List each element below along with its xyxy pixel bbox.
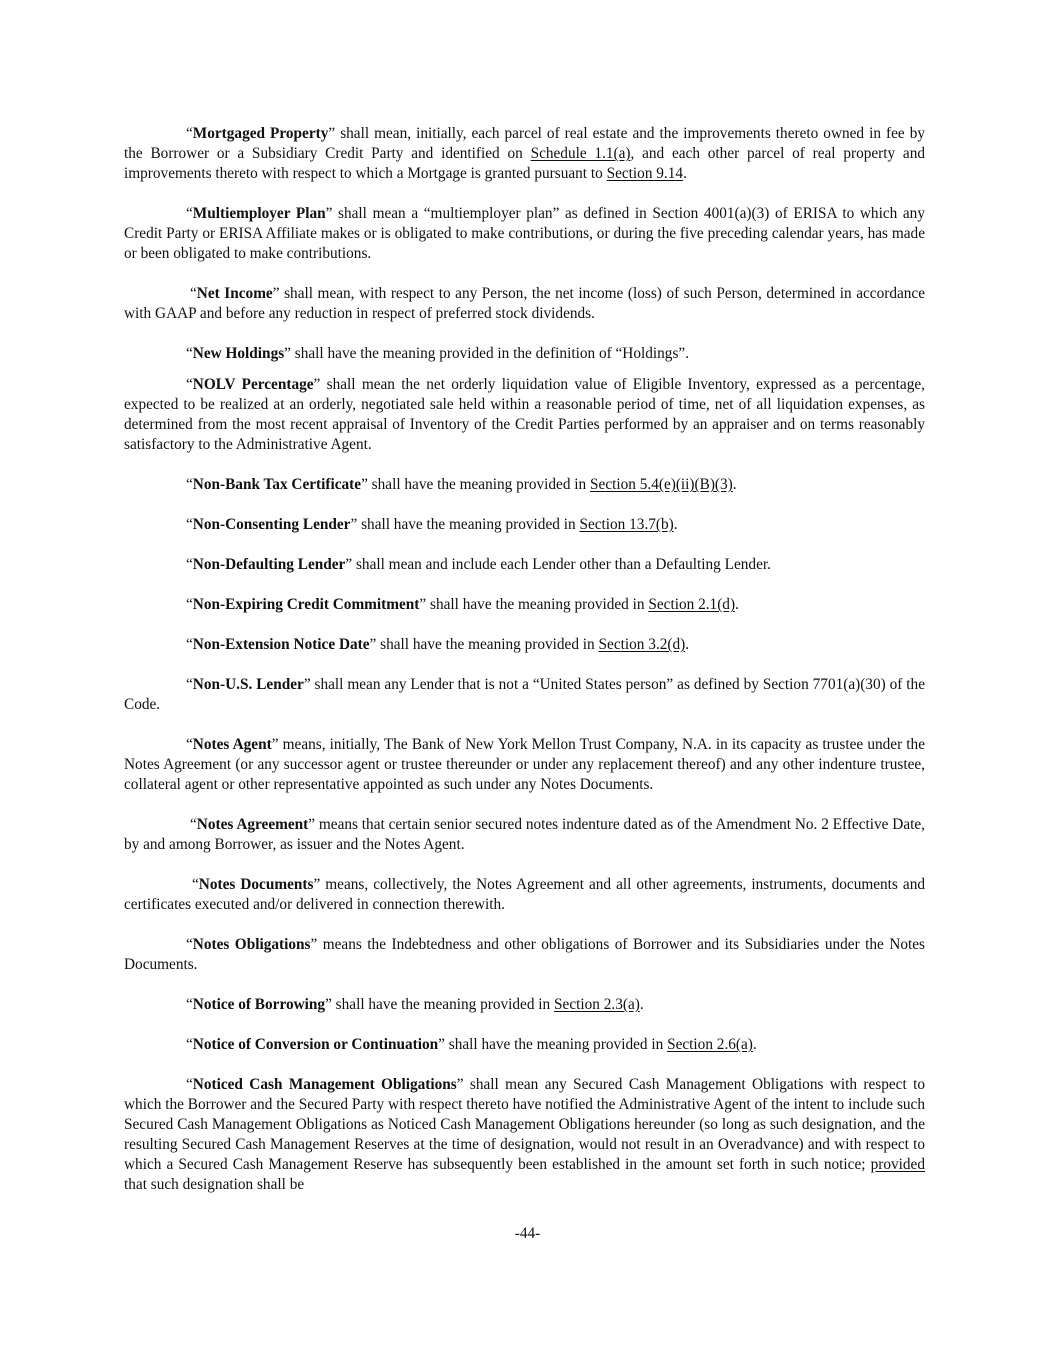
definition-text: . — [735, 596, 739, 613]
cross-reference-link[interactable]: Section 2.6(a) — [667, 1036, 753, 1053]
definition-text: means the Indebtedness and other obligations of Borrower and its Subsidiaries under the Notes Documents. — [124, 936, 925, 973]
defined-term: Notice of Borrowing — [192, 996, 326, 1013]
definition-non-extension-notice-date: “Non-Extension Notice Date” shall have the meaning provided in Section 3.2(d). — [186, 636, 690, 653]
defined-term: Non-Expiring Credit Commitment — [192, 596, 420, 613]
cross-reference-link[interactable]: Section 2.3(a) — [554, 996, 640, 1013]
defined-term: Non-Extension Notice Date — [192, 636, 370, 653]
definition-text: shall have the meaning provided in — [357, 516, 580, 533]
defined-term: Notes Agreement — [196, 816, 309, 833]
definition-text: shall have the meaning provided in — [444, 1036, 668, 1053]
definition-notice-of-borrowing: “Notice of Borrowing” shall have the meaning provided in Section 2.3(a). — [186, 996, 644, 1013]
definition-notes-documents: “Notes Documents” means, collectively, the Notes Agreement and all other agreements, instruments, documents and certificates executed and/or delivered in connection therewith. — [124, 876, 925, 913]
page-number: -44- — [514, 1225, 541, 1242]
definition-text: . — [639, 996, 644, 1013]
cross-reference-link[interactable]: Section 9.14 — [606, 165, 684, 182]
proviso-underlined: provided — [870, 1156, 925, 1173]
cross-reference-link[interactable]: Section 2.1(d) — [648, 596, 736, 613]
definition-mortgaged-property: “Mortgaged Property” shall mean, initially, each parcel of real estate and the improvements thereto owned in fee by the Borrower or a Subsidiary Credit Party and identified on Schedule 1.1(a), and each other parcel of real property and improvements thereto with respect to which a Mortgage is granted pursuant to Section 9.14. — [124, 125, 926, 182]
cross-reference-link[interactable]: Schedule 1.1(a) — [530, 145, 631, 162]
defined-term: Mortgaged Property — [192, 125, 329, 142]
definition-text: shall have the meaning provided in the definition of “Holdings”. — [290, 345, 690, 362]
definition-noticed-cash-management-obligations: “Noticed Cash Management Obligations” shall mean any Secured Cash Management Obligations with respect to which the Borrower and the Secured Party with respect thereto have notified the Administrative Agent of the intent to include such Secured Cash Management Obligations as Noticed Cash Management Obligations hereunder (so long as such designation, and the resulting Secured Cash Management Reserves at the time of designation, would not result in an Overadvance) and with respect to which a Secured Cash Management Reserve has subsequently been established in the amount set forth in such notice; provided that such designation shall be — [124, 1076, 925, 1193]
definition-net-income: “Net Income” shall mean, with respect to any Person, the net income (loss) of such Person, determined in accordance with GAAP and before any reduction in respect of preferred stock dividends. — [124, 285, 926, 322]
defined-term: Non-U.S. Lender — [192, 676, 304, 693]
definition-text: shall mean the net orderly liquidation value of Eligible Inventory, expressed as a percentage, expected to be realized at an orderly, negotiated sale held within a reasonable period of time, net of all liquidation expenses, as determined from the most recent appraisal of Inventory of the Credit Parties performed by an appraiser and on terms reasonably satisfactory to the Administrative Agent. — [124, 376, 925, 453]
definition-non-bank-tax-certificate: “Non-Bank Tax Certificate” shall have the meaning provided in Section 5.4(e)(ii)(B)(3). — [186, 476, 737, 493]
definition-text: shall mean, with respect to any Person, the net income (loss) of such Person, determined in accordance with GAAP and before any reduction in respect of preferred stock dividends. — [124, 285, 926, 322]
definition-text: shall mean any Lender that is not a “United States person” as defined by Section 7701(a)(30) of the Code. — [124, 676, 925, 713]
definition-non-consenting-lender: “Non-Consenting Lender” shall have the meaning provided in Section 13.7(b). — [186, 516, 678, 533]
cross-reference-link[interactable]: Section 5.4(e)(ii)(B)(3) — [590, 476, 733, 493]
defined-term: New Holdings — [192, 345, 285, 362]
cross-reference-link[interactable]: Section 13.7(b) — [579, 516, 674, 533]
defined-term: Multiemployer Plan — [192, 205, 326, 222]
definition-notice-of-conversion-or-continuation: “Notice of Conversion or Continuation” shall have the meaning provided in Section 2.6(a). — [186, 1036, 757, 1053]
definition-non-us-lender: “Non-U.S. Lender” shall mean any Lender that is not a “United States person” as defined by Section 7701(a)(30) of the Code. — [124, 676, 925, 713]
definition-text: . — [685, 636, 690, 653]
definition-notes-agreement: “Notes Agreement” means that certain senior secured notes indenture dated as of the Amendment No. 2 Effective Date, by and among Borrower, as issuer and the Notes Agent. — [124, 816, 925, 853]
defined-term: NOLV Percentage — [192, 376, 314, 393]
definition-notes-agent: “Notes Agent” means, initially, The Bank of New York Mellon Trust Company, N.A. in its capacity as trustee under the Notes Agreement (or any successor agent or trustee thereunder or under any replacement thereof) and any other indenture trustee, collateral agent or other representative appointed as such under any Notes Documents. — [124, 736, 925, 793]
definition-text: shall mean, initially, each parcel of real estate and the improvements thereto owned in fee by the Borrower or a Subsidiary Credit Party and identified on — [124, 125, 925, 162]
defined-term: Notes Documents — [198, 876, 314, 893]
defined-term: Non-Defaulting Lender — [192, 556, 346, 573]
definition-text: shall mean any Secured Cash Management Obligations with respect to which the Borrower and the Secured Party with respect thereto have notified the Administrative Agent of the intent to include such Secured Cash Management Obligations as Noticed Cash Management Obligations hereunder (so long as such designation, and the resulting Secured Cash Management Reserves at the time of designation, would not result in an Overadvance) and with respect to which a Secured Cash Management Reserve has subsequently been established in the amount set forth in such notice; — [124, 1076, 925, 1173]
defined-term: Non-Bank Tax Certificate — [192, 476, 362, 493]
definition-non-expiring-credit-commitment: “Non-Expiring Credit Commitment” shall have the meaning provided in Section 2.1(d). — [186, 596, 739, 613]
definition-text: means that certain senior secured notes indenture dated as of the Amendment No. 2 Effective Date, by and among Borrower, as issuer and the Notes Agent. — [124, 816, 925, 853]
definition-new-holdings: “New Holdings” shall have the meaning provided in the definition of “Holdings”. — [186, 345, 690, 362]
defined-term: Notice of Conversion or Continuation — [192, 1036, 439, 1053]
definition-text: shall have the meaning provided in — [367, 476, 591, 493]
definition-non-defaulting-lender: “Non-Defaulting Lender” shall mean and include each Lender other than a Defaulting Lender. — [186, 556, 771, 573]
definition-text: , and each other parcel of real property and improvements thereto with respect to which a Mortgage is granted pursuant to — [124, 145, 926, 182]
definition-text: . — [732, 476, 737, 493]
document-page — [124, 124, 925, 1215]
definition-text: shall mean a “multiemployer plan” as defined in Section 4001(a)(3) of ERISA to which any Credit Party or ERISA Affiliate makes or is obligated to make contributions, or during the five preceding calendar years, has made or been obligated to make contributions. — [124, 205, 925, 262]
defined-term: Noticed Cash Management Obligations — [192, 1076, 457, 1093]
definition-text: . — [752, 1036, 757, 1053]
defined-term: Notes Agent — [192, 736, 272, 753]
definition-text: means, initially, The Bank of New York Mellon Trust Company, N.A. in its capacity as trustee under the Notes Agreement (or any successor agent or trustee thereunder or under any replacement thereof) and any other indenture trustee, collateral agent or other representative appointed as such under any Notes Documents. — [124, 736, 925, 793]
cross-reference-link[interactable]: Section 3.2(d) — [598, 636, 686, 653]
definition-text: shall mean and include each Lender other than a Defaulting Lender. — [352, 556, 771, 573]
definition-text: shall have the meaning provided in — [376, 636, 599, 653]
definition-text: shall have the meaning provided in — [426, 596, 649, 613]
definition-multiemployer-plan: “Multiemployer Plan” shall mean a “multiemployer plan” as defined in Section 4001(a)(3) of ERISA to which any Credit Party or ERISA Affiliate makes or is obligated to make contributions, or during the five preceding calendar years, has made or been obligated to make contributions. — [124, 205, 925, 262]
definition-text: . — [673, 516, 678, 533]
defined-term: Non-Consenting Lender — [192, 516, 351, 533]
definition-notes-obligations: “Notes Obligations” means the Indebtedness and other obligations of Borrower and its Subsidiaries under the Notes Documents. — [124, 936, 925, 973]
definition-text: shall have the meaning provided in — [331, 996, 555, 1013]
definition-text: . — [683, 165, 687, 182]
defined-term: Net Income — [196, 285, 273, 302]
definition-text: that such designation shall be — [124, 1176, 305, 1193]
defined-term: Notes Obligations — [192, 936, 311, 953]
definition-nolv-percentage: “NOLV Percentage” shall mean the net orderly liquidation value of Eligible Inventory, expressed as a percentage, expected to be realized at an orderly, negotiated sale held within a reasonable period of time, net of all liquidation expenses, as determined from the most recent appraisal of Inventory of the Credit Parties performed by an appraiser and on terms reasonably satisfactory to the Administrative Agent. — [124, 376, 925, 453]
definition-text: means, collectively, the Notes Agreement and all other agreements, instruments, documents and certificates executed and/or delivered in connection therewith. — [124, 876, 925, 913]
